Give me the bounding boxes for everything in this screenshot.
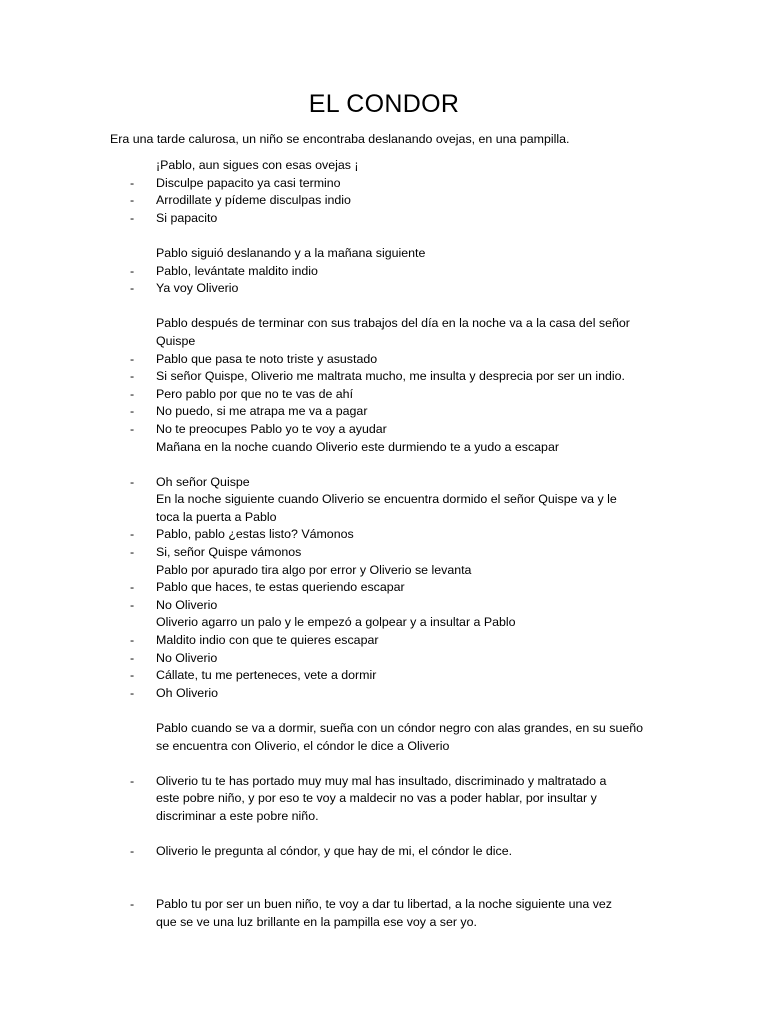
bullet-dash: - [130, 369, 135, 384]
bullet-dash: - [130, 351, 135, 366]
blank-line [0, 826, 768, 844]
narrative-line [0, 157, 768, 175]
bullet-dash: - [130, 281, 135, 296]
bullet-dash: - [130, 633, 135, 648]
document-title: EL CONDOR [308, 90, 460, 118]
narrative-line [0, 509, 768, 527]
line-text: Pablo por apurado tira algo por error y Oliverio se levanta [156, 562, 472, 577]
dialogue-line [0, 773, 768, 791]
dialogue-line [0, 685, 768, 703]
line-text: En la noche siguiente cuando Oliverio se encuentra dormido el señor Quispe va y le [156, 492, 617, 507]
blank-line [0, 227, 768, 245]
dialogue-line [0, 544, 768, 562]
narrative-line [0, 914, 768, 932]
bullet-dash: - [130, 597, 135, 612]
bullet-dash: - [130, 404, 135, 419]
line-text: No Oliverio [156, 597, 218, 612]
line-text: Cállate, tu me perteneces, vete a dormir [156, 668, 377, 683]
line-text: Pablo que pasa te noto triste y asustado [156, 351, 378, 366]
narrative-line [0, 491, 768, 509]
narrative-line [0, 808, 768, 826]
bullet-dash: - [130, 685, 135, 700]
dialogue-line [0, 579, 768, 597]
dialogue-line [0, 368, 768, 386]
dialogue-line [0, 843, 768, 861]
bullet-dash: - [130, 527, 135, 542]
line-text: que se ve una luz brillante en la pampilla ese voy a ser yo. [156, 914, 477, 929]
line-text: Quispe [156, 333, 196, 348]
bullet-dash: - [130, 210, 135, 225]
line-text: Pablo siguió deslanando y a la mañana siguiente [156, 245, 426, 260]
line-text: toca la puerta a Pablo [156, 509, 277, 524]
dialogue-line [0, 421, 768, 439]
bullet-dash: - [130, 263, 135, 278]
bullet-dash: - [130, 896, 135, 911]
blank-line [0, 755, 768, 773]
dialogue-line [0, 175, 768, 193]
dialogue-line [0, 667, 768, 685]
bullet-dash: - [130, 386, 135, 401]
line-text: Oliverio tu te has portado muy muy mal has insultado, discriminado y maltratado a [156, 773, 607, 788]
narrative-line [0, 720, 768, 738]
line-text: Arrodillate y pídeme disculpas indio [156, 193, 351, 208]
bullet-dash: - [130, 650, 135, 665]
dialogue-line [0, 386, 768, 404]
dialogue-line [0, 896, 768, 914]
blank-line [0, 861, 768, 896]
dialogue-line [0, 351, 768, 369]
line-text: Si, señor Quispe vámonos [156, 545, 302, 560]
line-text: No puedo, si me atrapa me va a pagar [156, 404, 368, 419]
bullet-dash: - [130, 773, 135, 788]
bullet-dash: - [130, 474, 135, 489]
narrative-line [0, 439, 768, 457]
bullet-dash: - [130, 668, 135, 683]
narrative-line [0, 738, 768, 756]
blank-line [0, 298, 768, 316]
dialogue-line [0, 474, 768, 492]
line-text: ¡Pablo, aun sigues con esas ovejas ¡ [156, 158, 359, 172]
line-text: No te preocupes Pablo yo te voy a ayudar [156, 421, 387, 436]
dialogue-line [0, 280, 768, 298]
bullet-dash: - [130, 421, 135, 436]
bullet-dash: - [130, 545, 135, 560]
dialogue-line [0, 526, 768, 544]
line-text: Pablo tu por ser un buen niño, te voy a dar tu libertad, a la noche siguiente una vez [156, 896, 613, 911]
line-text: Oh señor Quispe [156, 474, 250, 489]
narrative-line [0, 790, 768, 808]
dialogue-line [0, 632, 768, 650]
line-text: Pablo después de terminar con sus trabajos del día en la noche va a la casa del señor [156, 316, 630, 331]
intro-paragraph: Era una tarde calurosa, un niño se encontraba deslanando ovejas, en una pampilla. [110, 132, 570, 146]
line-text: este pobre niño, y por eso te voy a maldecir no vas a poder hablar, por insultar y [156, 791, 597, 806]
line-text: Pablo que haces, te estas queriendo escapar [156, 580, 405, 595]
dialogue-line [0, 650, 768, 668]
dialogue-line [0, 597, 768, 615]
line-text: Oliverio agarro un palo y le empezó a golpear y a insultar a Pablo [156, 615, 516, 630]
line-text: Si papacito [156, 210, 218, 225]
narrative-line [0, 245, 768, 263]
line-text: Pablo cuando se va a dormir, sueña con un cóndor negro con alas grandes, en su sueño [156, 721, 644, 735]
dialogue-line [0, 210, 768, 228]
line-text: Disculpe papacito ya casi termino [156, 175, 341, 190]
line-text: Maldito indio con que te quieres escapar [156, 633, 379, 648]
line-text: Oliverio le pregunta al cóndor, y que hay de mi, el cóndor le dice. [156, 844, 513, 859]
narrative-line [0, 562, 768, 580]
dialogue-line [0, 192, 768, 210]
line-text: discriminar a este pobre niño. [156, 808, 319, 823]
line-text: No Oliverio [156, 650, 218, 665]
blank-line [0, 456, 768, 474]
narrative-line [0, 315, 768, 333]
line-text: Pablo, levántate maldito indio [156, 263, 318, 278]
bullet-dash: - [130, 844, 135, 859]
line-text: Mañana en la noche cuando Oliverio este durmiendo te a yudo a escapar [156, 439, 559, 454]
line-text: Pablo, pablo ¿estas listo? Vámonos [156, 527, 354, 542]
line-text: se encuentra con Oliverio, el cóndor le dice a Oliverio [156, 738, 450, 753]
bullet-dash: - [130, 193, 135, 208]
narrative-line [0, 333, 768, 351]
line-text: Pero pablo por que no te vas de ahí [156, 386, 354, 401]
bullet-dash: - [130, 580, 135, 595]
bullet-dash: - [130, 175, 135, 190]
dialogue-line [0, 403, 768, 421]
blank-line [0, 702, 768, 720]
dialogue-line [0, 263, 768, 281]
line-text: Si señor Quispe, Oliverio me maltrata mucho, me insulta y desprecia por ser un indio. [156, 369, 625, 384]
line-text: Ya voy Oliverio [156, 281, 239, 296]
document-body [0, 157, 768, 931]
narrative-line [0, 614, 768, 632]
line-text: Oh Oliverio [156, 685, 218, 700]
